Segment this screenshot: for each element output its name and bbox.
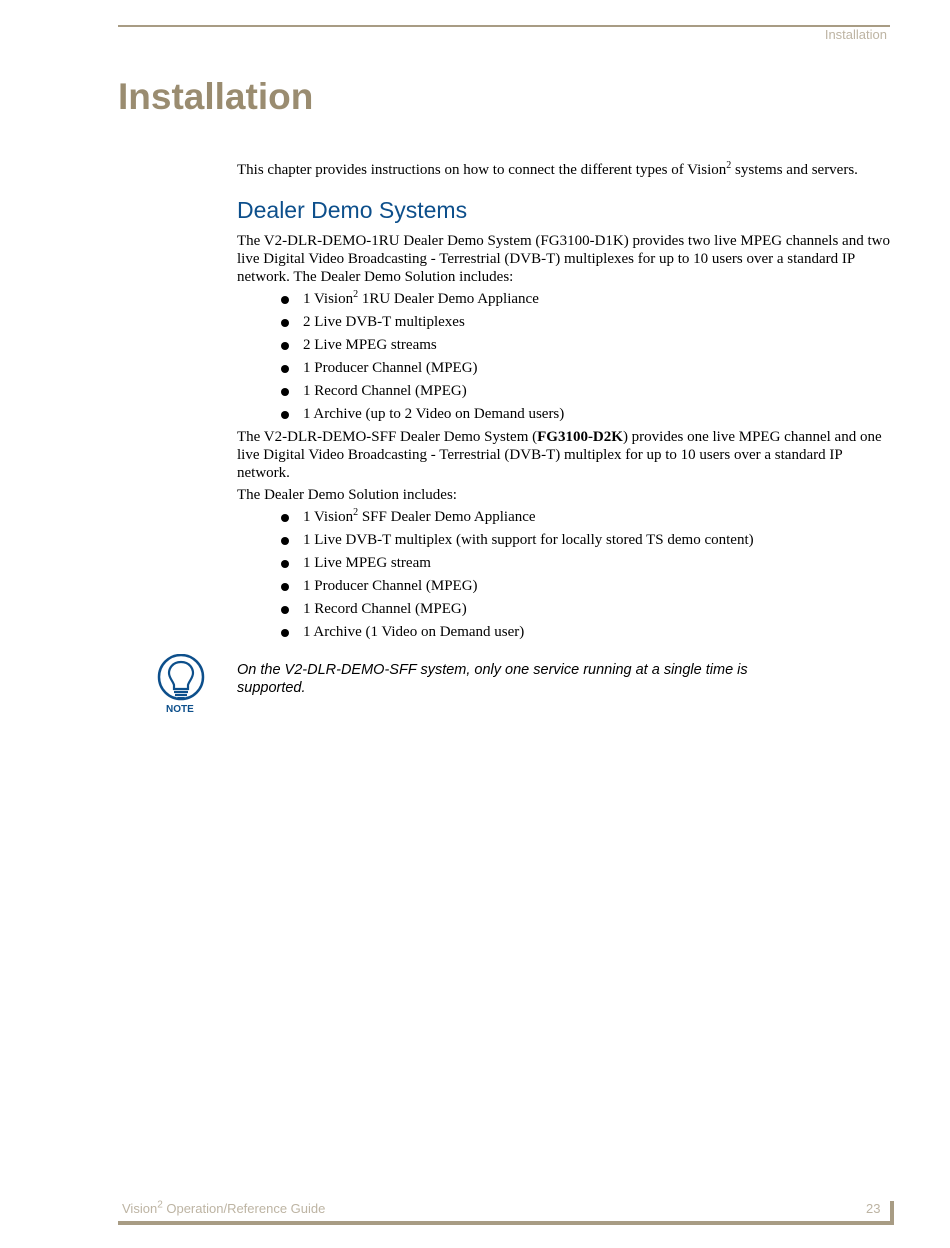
- paragraph-includes: The Dealer Demo Solution includes:: [237, 487, 457, 503]
- list-item-text: 1 Live MPEG stream: [303, 555, 431, 571]
- list-item-text: 1 Record Channel (MPEG): [303, 383, 467, 399]
- footer-rule-corner: [890, 1201, 894, 1225]
- bullet-icon: [281, 629, 289, 637]
- bullet-icon: [281, 514, 289, 522]
- list-item-text: 1 Producer Channel (MPEG): [303, 578, 478, 594]
- part-number: FG3100-D2K: [537, 429, 623, 445]
- superscript: 2: [157, 1199, 163, 1211]
- note-text: On the V2-DLR-DEMO-SFF system, only one service running at a single time is supported.: [237, 662, 748, 696]
- list-item-text-end: 1RU Dealer Demo Appliance: [358, 291, 539, 307]
- list-sff: [237, 508, 892, 646]
- list-item-text: 1 Vision: [303, 509, 354, 525]
- list-item-text: 1 Producer Channel (MPEG): [303, 360, 478, 376]
- bullet-icon: [281, 606, 289, 614]
- note-label: NOTE: [166, 704, 194, 715]
- list-item-text-end: SFF Dealer Demo Appliance: [358, 509, 536, 525]
- list-1ru: [237, 290, 892, 428]
- intro-text-end: systems and servers.: [731, 162, 858, 178]
- list-item-text: 1 Archive (1 Video on Demand user): [303, 624, 525, 640]
- bullet-icon: [281, 365, 289, 373]
- list-item: [281, 405, 892, 428]
- page-number: 23: [866, 1201, 881, 1216]
- footer-rule: [118, 1221, 894, 1225]
- list-item-text: 2 Live MPEG streams: [303, 337, 437, 353]
- list-item-text: 2 Live DVB-T multiplexes: [303, 314, 465, 330]
- list-item-text: 1 Live DVB-T multiplex (with support for locally stored TS demo content): [303, 532, 754, 548]
- running-header: Installation: [824, 27, 887, 42]
- main-content: [237, 161, 892, 646]
- bullet-icon: [281, 560, 289, 568]
- list-item-text: 1 Archive (up to 2 Video on Demand users): [303, 406, 565, 422]
- paragraph-sff: [237, 428, 892, 482]
- intro-paragraph: [237, 161, 892, 179]
- footer-title-text: Vision: [122, 1201, 158, 1216]
- list-item: [281, 336, 892, 359]
- superscript: 2: [353, 507, 359, 518]
- paragraph-text: The V2-DLR-DEMO-SFF Dealer Demo System (: [237, 429, 538, 445]
- list-item: [281, 359, 892, 382]
- bullet-icon: [281, 319, 289, 327]
- list-item: [281, 313, 892, 336]
- bullet-icon: [281, 411, 289, 419]
- bullet-icon: [281, 583, 289, 591]
- chapter-title: Installation: [118, 76, 314, 117]
- superscript: 2: [353, 289, 359, 300]
- header-rule: [118, 25, 890, 27]
- paragraph-text-end: ) provides one live MPEG channel and one live Digital Video Broadcasting - Terrestrial (DVB-T) multiplex for up to 10 users over a standard IP network.: [237, 429, 882, 481]
- list-item: [281, 577, 892, 600]
- footer-title-text-end: Operation/Reference Guide: [162, 1201, 326, 1216]
- bullet-icon: [281, 296, 289, 304]
- section-heading: Dealer Demo Systems: [237, 197, 468, 223]
- list-item: [281, 623, 892, 646]
- list-item-text: 1 Record Channel (MPEG): [303, 601, 467, 617]
- list-item: [281, 290, 892, 313]
- list-item-text: 1 Vision: [303, 291, 354, 307]
- list-item: [281, 508, 892, 531]
- bullet-icon: [281, 537, 289, 545]
- list-item: [281, 600, 892, 623]
- footer-title: [122, 1201, 325, 1216]
- superscript: 2: [726, 160, 732, 171]
- list-item: [281, 531, 892, 554]
- list-item: [281, 382, 892, 405]
- intro-text: This chapter provides instructions on how to connect the different types of Vision: [237, 162, 727, 178]
- bullet-icon: [281, 388, 289, 396]
- paragraph-1ru: The V2-DLR-DEMO-1RU Dealer Demo System (FG3100-D1K) provides two live MPEG channels and two live Digital Video Broadcasting - Terrestrial (DVB-T) multiplexes for up to 10 users over a standard IP network. The Dealer Demo Solution includes:: [237, 233, 890, 285]
- bullet-icon: [281, 342, 289, 350]
- list-item: [281, 554, 892, 577]
